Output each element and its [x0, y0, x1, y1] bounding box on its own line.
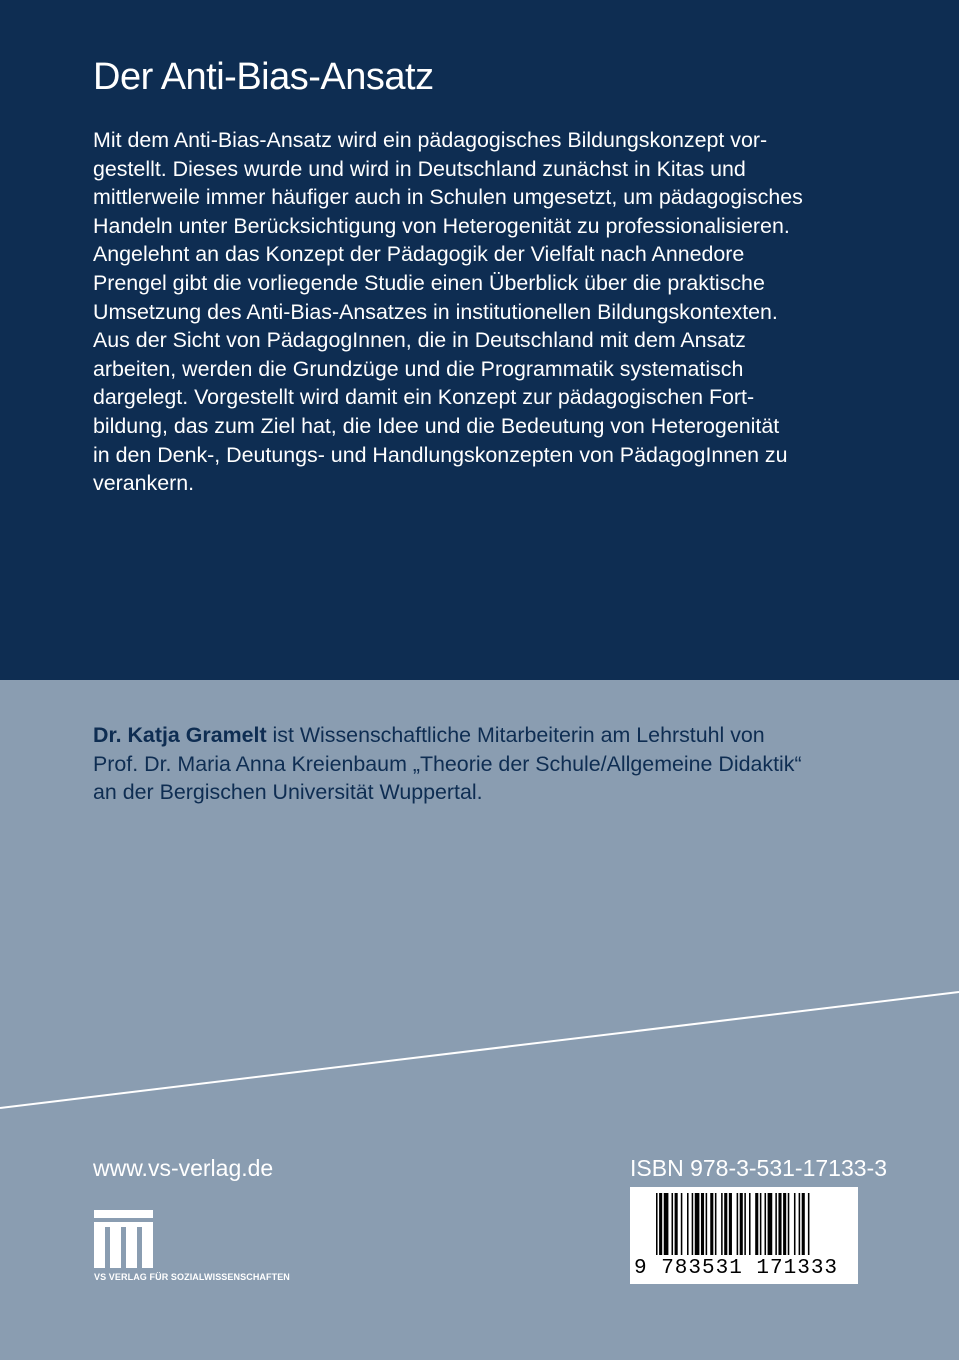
author-name: Dr. Katja Gramelt — [93, 723, 267, 747]
blurb-line: Mit dem Anti-Bias-Ansatz wird ein pädagogisches Bildungskonzept vor- — [93, 128, 768, 152]
blurb-line: Handeln unter Berücksichtigung von Heterogenität zu professionalisieren. — [93, 213, 790, 238]
blurb-line: Aus der Sicht von PädagogInnen, die in Deutschland mit dem Ansatz — [93, 328, 746, 353]
blurb-line: arbeiten, werden die Grundzüge und die Programmatik systematisch — [93, 356, 744, 381]
author-bio-line: an der Bergischen Universität Wuppertal. — [93, 780, 483, 805]
author-bio-text: ist Wissenschaftliche Mitarbeiterin am Lehrstuhl von — [266, 723, 765, 747]
blurb-line: Umsetzung des Anti-Bias-Ansatzes in institutionellen Bildungskontexten. — [93, 299, 778, 324]
blurb-line: verankern. — [93, 471, 195, 496]
author-bio-line — [93, 721, 802, 750]
blurb-line: mittlerweile immer häufiger auch in Schulen umgesetzt, um pädagogisches — [93, 185, 803, 210]
diagonal-divider-line — [0, 980, 959, 1120]
vs-verlag-logo-icon — [94, 1210, 154, 1270]
blurb-line: Prengel gibt die vorliegende Studie einen Überblick über die praktische — [93, 270, 765, 295]
blurb-line: gestellt. Dieses wurde und wird in Deutschland zunächst in Kitas und — [93, 156, 746, 181]
author-bio — [93, 721, 802, 807]
blurb-line: bildung, das zum Ziel hat, die Idee und die Bedeutung von Heterogenität — [93, 413, 780, 438]
blurb-line: in den Denk-, Deutungs- und Handlungskonzepten von PädagogInnen zu — [93, 442, 788, 467]
barcode-digits: 9 783531 171333 — [634, 1257, 839, 1280]
publisher-caption: VS VERLAG FÜR SOZIALWISSENSCHAFTEN — [94, 1272, 290, 1282]
blurb-text — [93, 126, 863, 498]
isbn-label: ISBN 978-3-531-17133-3 — [630, 1155, 887, 1181]
book-title: Der Anti-Bias-Ansatz — [93, 56, 434, 98]
publisher-website: www.vs-verlag.de — [93, 1155, 274, 1181]
author-bio-line: Prof. Dr. Maria Anna Kreienbaum „Theorie der Schule/Allgemeine Didaktik“ — [93, 751, 802, 776]
blurb-line: Angelehnt an das Konzept der Pädagogik der Vielfalt nach Annedore — [93, 242, 745, 267]
blurb-line: dargelegt. Vorgestellt wird damit ein Konzept zur pädagogischen Fort- — [93, 385, 755, 410]
barcode — [630, 1187, 858, 1284]
